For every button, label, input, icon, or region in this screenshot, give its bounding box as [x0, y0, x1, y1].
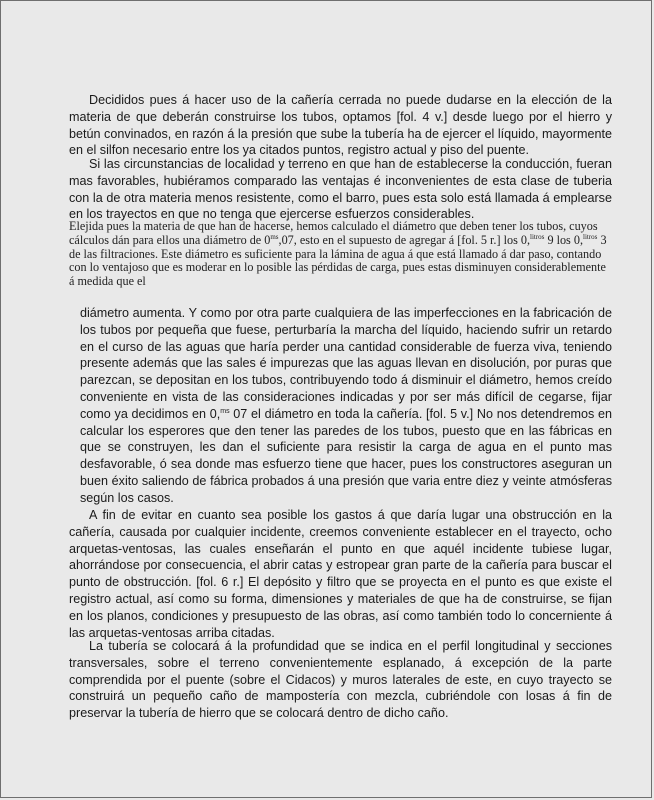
paragraph-diameter-calculation — [69, 220, 612, 289]
paragraph-local-circumstances: Si las circunstancias de localidad y terreno en que han de establecerse la conducción, fueran mas favorables, hubiéramos comparado las ventajas é inconvenientes de esta clase de tuberia con la de otra materia menos resistente, como el barro, pues esta solo está llamada á emplearse en los trayectos en que no tenga que ejercerse esfuerzos considerables. — [69, 157, 612, 222]
text-run: 07 el diámetro en toda la cañería. [fol. 5 v.] No nos detendremos en calcular los esperores que den tener las paredes de los tubos, puesto que en las fábricas en que se construyen, les dan el suficiente para resistir la carga de agua en el punto mas desfavorable, ó sea donde mas esfuerzo tiene que hacer, pues los constructores aseguran un buen éxito saliendo de fábrica probados á una presión que varia entre diez y veinte atmósferas según los casos. — [80, 406, 613, 505]
superscript-unit: litros — [530, 232, 545, 241]
text-run: diámetro aumenta. Y como por otra parte cualquiera de las imperfecciones en la fabricación de los tubos por pequeña que fuese, perturbaría la marcha del líquido, haciendo sufrir un retardo en el curso de las aguas que haría perder una cantidad considerable de fuerza viva, teniendo presente además que las sales é impurezas que las aguas llevan en disolución, por puras que parezcan, se depositan en los tubos, contribuyendo todo á disminuir el diámetro, hemos creído conveniente en vista de las consideraciones indicadas y por ser más difícil de cegarse, fijar como ya decidimos en 0, — [80, 306, 612, 421]
superscript-unit: litros — [583, 232, 598, 241]
text-run: ,07, esto en el supuesto de agregar á [fol. 5 r.] los 0, — [278, 232, 530, 247]
paragraph-obstruction-prevention: A fin de evitar en cuanto sea posible los gastos á que daría lugar una obstrucción en la cañería, causada por cualquier incidente, creemos conveniente establecer en el trayecto, ocho arquetas-ventosas, las cuales enseñarán el punto en que aquél incidente tubiese lugar, ahorrándose por consecuencia, el abrir catas y estropear gran parte de la cañería para buscar el punto de obstrucción. [fol. 6 r.] El depósito y filtro que se proyecta en el punto es que existe el registro actual, así como su forma, dimensiones y materiales de que ha de construirse, se fijan en los planos, condiciones y presupuesto de las obras, así como también todo lo concerniente á las arquetas-ventosas arriba citadas. — [69, 508, 612, 640]
superscript-unit: ms — [220, 407, 230, 415]
paragraph-diameter-increase — [80, 305, 612, 507]
text-run: 3 de las filtraciones. Este diámetro es suficiente para la lámina de agua á que está llamado á dar paso, contando con lo ventajoso que es moderar en lo posible las pérdidas de carga, pues estas disminuyen considerablemente á medida que el — [69, 232, 607, 289]
paragraph-pipe-placement: La tubería se colocará á la profundidad que se indica en el perfil longitudinal y secciones transversales, sobre el terreno convenientemente esplanado, á excepción de la parte comprendida por el puente (sobre el Cidacos) y muros laterales de este, en cuyo trayecto se construirá un pequeño caño de mampostería con mezcla, cubriéndole con losas á fin de preservar la tubería de hierro que se colocará dentro de dicho caño. — [69, 639, 612, 721]
text-run: 9 los 0, — [544, 232, 583, 247]
paragraph-materials-choice: Decididos pues á hacer uso de la cañería cerrada no puede dudarse en la elección de la materia de que deberán construirse los tubos, optamos [fol. 4 v.] desde luego por el hierro y betún convinados, en razón á la presión que sube la tubería ha de ejercer el líquido, mayormente en el silfon necesario entre los ya citados puntos, registro actual y piso del puente. — [69, 93, 612, 158]
superscript-unit: ms — [270, 232, 279, 241]
text-run: Elejida pues la materia de que han de hacerse, hemos calculado el diámetro que deben tener los tubos, cuyos cálculos dán para ellos una diámetro de 0 — [69, 219, 598, 247]
